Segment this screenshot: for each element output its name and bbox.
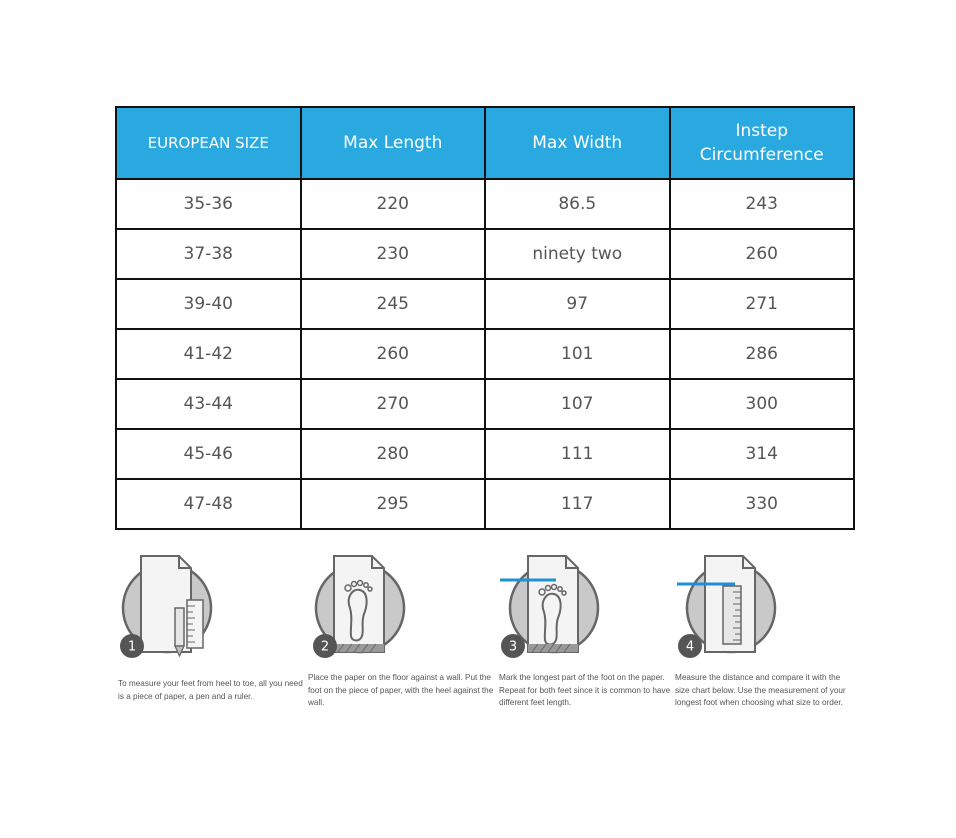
step-number-3: 3 bbox=[508, 639, 518, 655]
cell-size: 41-42 bbox=[116, 329, 301, 379]
cell-instep: 271 bbox=[670, 279, 855, 329]
step-number-1: 1 bbox=[127, 639, 137, 655]
cell-size: 43-44 bbox=[116, 379, 301, 429]
step-number-2: 2 bbox=[320, 639, 330, 655]
measuring-steps bbox=[115, 552, 855, 752]
table-row bbox=[116, 329, 854, 379]
cell-instep: 314 bbox=[670, 429, 855, 479]
cell-size: 45-46 bbox=[116, 429, 301, 479]
step-2 bbox=[308, 552, 494, 662]
cell-length: 230 bbox=[301, 229, 486, 279]
header-max-width: Max Width bbox=[485, 107, 670, 179]
cell-width: 111 bbox=[485, 429, 670, 479]
cell-length: 280 bbox=[301, 429, 486, 479]
step-3-text: Mark the longest part of the foot on the paper. Repeat for both feet since it is common to have different feet length. bbox=[499, 673, 671, 707]
step-1 bbox=[115, 552, 301, 662]
header-instep-circumference: Instep Circumference bbox=[670, 107, 855, 179]
mark-foot-length-icon bbox=[498, 552, 613, 662]
cell-size: 37-38 bbox=[116, 229, 301, 279]
table-row bbox=[116, 429, 854, 479]
cell-width: 101 bbox=[485, 329, 670, 379]
table-row bbox=[116, 279, 854, 329]
table-row bbox=[116, 229, 854, 279]
cell-width: 86.5 bbox=[485, 179, 670, 229]
cell-width: 117 bbox=[485, 479, 670, 529]
cell-width: ninety two bbox=[485, 229, 670, 279]
size-chart-table bbox=[115, 106, 855, 530]
cell-length: 220 bbox=[301, 179, 486, 229]
cell-instep: 260 bbox=[670, 229, 855, 279]
measure-ruler-icon bbox=[675, 552, 790, 662]
cell-width: 97 bbox=[485, 279, 670, 329]
cell-size: 35-36 bbox=[116, 179, 301, 229]
cell-size: 39-40 bbox=[116, 279, 301, 329]
step-4-text: Measure the distance and compare it with the size chart below. Use the measurement of your longest foot when choosing what size to order. bbox=[675, 673, 846, 707]
table-row bbox=[116, 179, 854, 229]
cell-size: 47-48 bbox=[116, 479, 301, 529]
step-3 bbox=[498, 552, 684, 662]
cell-length: 245 bbox=[301, 279, 486, 329]
table-header-row bbox=[116, 107, 854, 179]
cell-length: 295 bbox=[301, 479, 486, 529]
table-row bbox=[116, 379, 854, 429]
cell-width: 107 bbox=[485, 379, 670, 429]
cell-instep: 330 bbox=[670, 479, 855, 529]
step-2-text: Place the paper on the floor against a wall. Put the foot on the piece of paper, with the heel against the wall. bbox=[308, 673, 494, 707]
table-row bbox=[116, 479, 854, 529]
paper-pen-ruler-icon bbox=[115, 552, 225, 662]
step-4 bbox=[675, 552, 861, 662]
cell-instep: 300 bbox=[670, 379, 855, 429]
foot-on-paper-icon bbox=[308, 552, 418, 662]
cell-instep: 286 bbox=[670, 329, 855, 379]
header-max-length: Max Length bbox=[301, 107, 486, 179]
header-european-size: EUROPEAN SIZE bbox=[116, 107, 301, 179]
step-number-4: 4 bbox=[685, 639, 695, 655]
step-1-text: To measure your feet from heel to toe, all you need is a piece of paper, a pen and a ruler. bbox=[118, 679, 303, 701]
cell-length: 270 bbox=[301, 379, 486, 429]
cell-length: 260 bbox=[301, 329, 486, 379]
cell-instep: 243 bbox=[670, 179, 855, 229]
